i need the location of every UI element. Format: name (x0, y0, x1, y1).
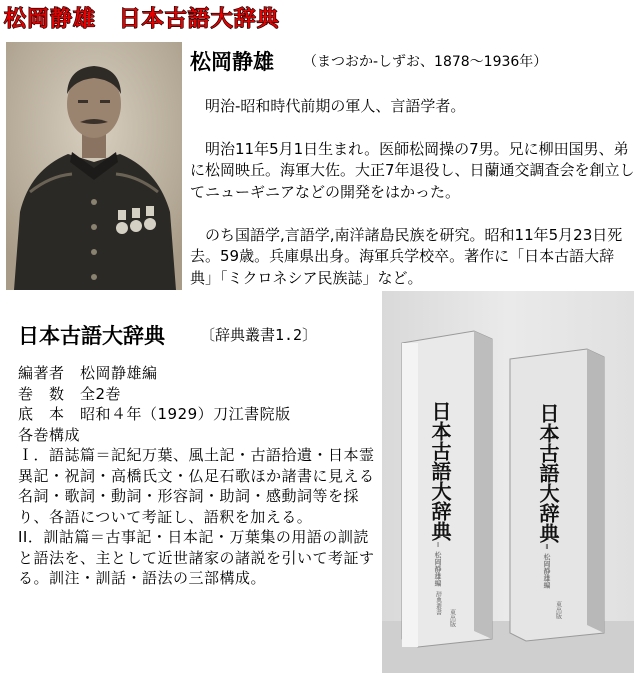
portrait-photo (6, 42, 182, 290)
book-boxes (382, 291, 634, 673)
book-structure-label: 各巻構成 (18, 425, 81, 444)
bio-name: 松岡静雄 (190, 50, 274, 74)
spine-series-1: 辞典叢書 (434, 591, 442, 615)
book-set-photo (382, 291, 634, 673)
spine-title-1: 日本古語大辞典 (428, 401, 452, 541)
bio-reading: （まつおか-しずお、1878〜1936年） (303, 54, 548, 70)
book-volumes: 巻 数 全2巻 (18, 384, 122, 403)
spine-publisher-2: 東出版 (554, 601, 562, 619)
bio-line: 明治11年5月1日生まれ。医師松岡操の7男。兄に柳田国男、弟に松岡映丘。海軍大佐。大正7年退役し、日蘭通交調査会を創立してニューギニアなどの開発をはかった。 (190, 139, 635, 201)
book-info (18, 363, 378, 589)
book-title: 日本古語大辞典 (18, 324, 165, 348)
spine-subtitle-2: Ⅱ 松岡静雄編 (543, 543, 551, 589)
book-part-2: II．訓詁篇＝古事記・日本記・万葉集の用語の訓読と語法を、主として近世諸家の諸説を引いて考証する。訓注・訓話・語法の三部構成。 (18, 528, 375, 587)
book-edition: 底 本 昭和４年（1929）刀江書院版 (18, 405, 291, 423)
book-series: 〔辞典叢書1.2〕 (200, 326, 318, 344)
banner-book-title: 日本古語大辞典 (118, 7, 280, 32)
bio-line: のち国語学,言語学,南洋諸島民族を研究。昭和11年5月23日死去。59歳。兵庫県出身。海軍兵学校卒。著作に「日本古語大辞典」「ミクロネシア民族誌」など。 (190, 225, 623, 287)
bio-text (190, 74, 635, 311)
page-banner (4, 2, 294, 33)
spine-title-2: 日本古語大辞典 (536, 403, 560, 543)
spine-subtitle-1: Ⅰ 松岡静雄編 (434, 541, 442, 587)
portrait-figure (6, 42, 182, 290)
book-editor: 編著者 松岡静雄編 (18, 364, 158, 382)
book-part-1: Ｉ．語誌篇＝記紀万葉、風土記・古語拾遺・日本霊異記・祝詞・高橋氏文・仏足石歌ほか諸書に見える名詞・歌詞・動詞・形容詞・助詞・感動詞等を採り、各語について考証し、語釈を加える。 (18, 446, 375, 526)
bio-line: 明治-昭和時代前期の軍人、言語学者。 (190, 96, 466, 115)
spine-publisher-1: 東出版 (448, 609, 456, 627)
banner-person-name: 松岡静雄 (4, 7, 97, 32)
